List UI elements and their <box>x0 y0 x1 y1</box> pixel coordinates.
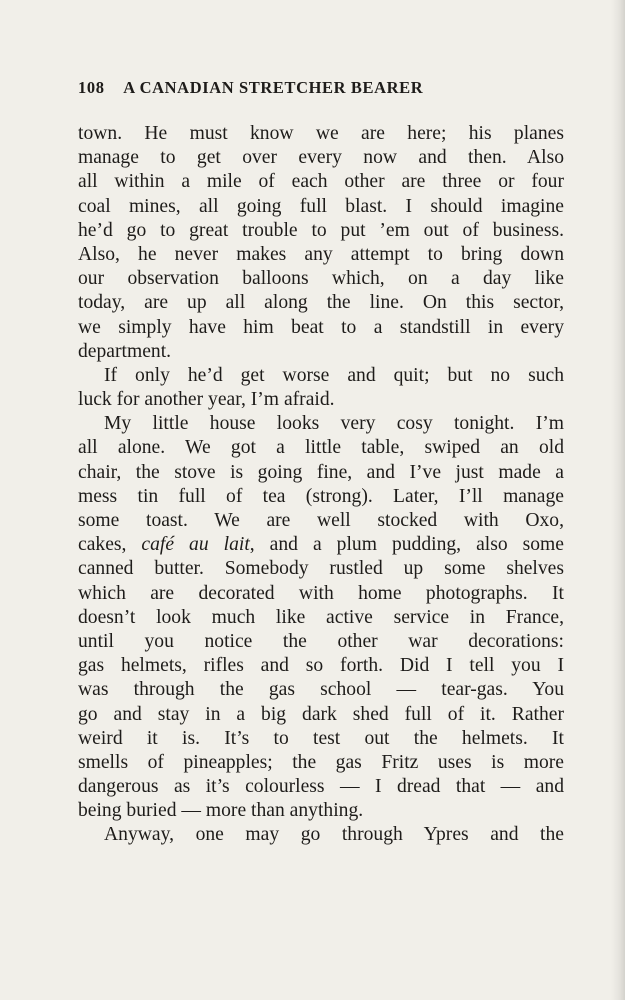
text-line: Anyway, one may go through Ypres and the <box>104 824 564 846</box>
page-edge-shadow <box>611 0 625 1000</box>
text-line: was through the gas school — tear-gas. You <box>78 679 564 701</box>
body-text <box>78 122 564 848</box>
text-line: our observation balloons which, on a day like <box>78 268 564 290</box>
italic-phrase: café au lait <box>141 534 250 556</box>
text-line: today, are up all along the line. On this sector, <box>78 292 564 314</box>
text-line: manage to get over every now and then. Also <box>78 147 564 169</box>
text-line: department. <box>78 340 172 362</box>
text-line: all alone. We got a little table, swiped an old <box>78 437 564 459</box>
text-line: Also, he never makes any attempt to bring down <box>78 243 564 265</box>
text-line: smells of pineapples; the gas Fritz uses is more <box>78 751 564 773</box>
text-line: dangerous as it’s colourless — I dread that — and <box>78 776 564 798</box>
text-line: weird it is. It’s to test out the helmets. It <box>78 727 564 749</box>
text-line: some toast. We are well stocked with Oxo, <box>78 510 564 531</box>
text-line: mess tin full of tea (strong). Later, I’ll manage <box>78 485 564 507</box>
text-line: until you notice the other war decorations: <box>78 630 564 652</box>
text-line: town. He must know we are here; his planes <box>78 123 564 144</box>
running-title: A CANADIAN STRETCHER BEARER <box>123 78 424 97</box>
text-line: gas helmets, rifles and so forth. Did I tell you I <box>78 655 564 677</box>
text-line: he’d go to great trouble to put ’em out of business. <box>78 219 564 241</box>
running-header <box>78 78 548 98</box>
text-line: chair, the stove is going fine, and I’ve just made a <box>78 461 564 483</box>
text-line: which are decorated with home photographs. It <box>78 582 564 604</box>
text-line: If only he’d get worse and quit; but no such <box>104 364 564 386</box>
text-line: cakes, café au lait, and a plum pudding, also some <box>78 534 564 556</box>
text-line: coal mines, all going full blast. I should imagine <box>78 195 564 217</box>
text-line: go and stay in a big dark shed full of it. Rather <box>78 703 564 725</box>
text-line: all within a mile of each other are three or four <box>78 171 564 193</box>
text-line: doesn’t look much like active service in France, <box>78 606 564 628</box>
text-line: being buried — more than anything. <box>78 800 364 822</box>
page-number: 108 <box>78 78 105 97</box>
text-line: luck for another year, I’m afraid. <box>78 389 335 411</box>
text-line: we simply have him beat to a standstill in every <box>78 316 564 338</box>
text-line: My little house looks very cosy tonight. I’m <box>104 413 564 435</box>
text-line: canned butter. Somebody rustled up some shelves <box>78 558 564 580</box>
